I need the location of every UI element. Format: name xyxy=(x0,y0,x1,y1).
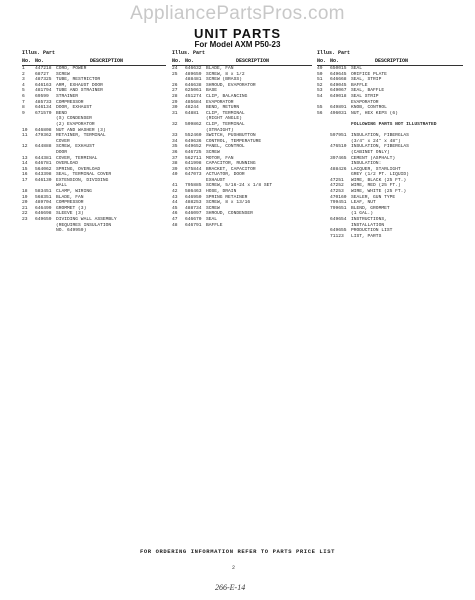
parts-row xyxy=(317,234,463,240)
part-description: SWITCH, PUSHBUTTON xyxy=(206,133,256,139)
part-description: SEAL, TERMINAL COVER xyxy=(56,172,112,178)
illus-no: 26 xyxy=(172,82,178,88)
parts-column-1 xyxy=(22,50,166,234)
part-no: 644381 xyxy=(35,155,52,161)
illus-label: Illus. Part xyxy=(172,50,206,56)
part-no: 71123 xyxy=(330,233,344,239)
part-no: 646163 xyxy=(35,82,52,88)
part-no: 552460 xyxy=(185,133,202,139)
watermark: AppliancePartsPros.com xyxy=(130,3,345,24)
part-description: GREY (1/2 PT. LIQUID) xyxy=(351,172,409,178)
illus-no: 42 xyxy=(172,189,178,195)
part-no xyxy=(35,228,56,234)
part-description: SLEEVE (3) xyxy=(56,211,84,217)
part-no: 649067 xyxy=(330,88,347,94)
illus-no: 16 xyxy=(22,172,28,178)
part-description: WIRE, WHITE (25 FT.) xyxy=(351,189,407,195)
part-no: 397465 xyxy=(330,155,347,161)
part-no: 646097 xyxy=(185,211,202,217)
part-no: 48244 xyxy=(185,105,199,111)
no-header: No. xyxy=(172,58,182,64)
part-description: GROMMET (3) xyxy=(56,205,87,211)
part-description: INSULATION, FIBERGLAS xyxy=(351,133,409,139)
part-no: 562711 xyxy=(185,155,202,161)
header-rule xyxy=(317,65,463,66)
part-description: (CABINET ONLY) xyxy=(351,149,390,155)
part-description: CORD, POWER xyxy=(56,66,87,71)
part-description: CLAMP, WIRING xyxy=(56,189,92,195)
header-rule xyxy=(22,65,166,66)
part-description: EVAPORATOR xyxy=(351,99,379,105)
parts-column-2 xyxy=(172,50,312,228)
illus-no: 24 xyxy=(172,66,178,71)
part-description: KNOB, CONTROL xyxy=(351,105,387,111)
part-no: 675844 xyxy=(185,166,202,172)
column-header xyxy=(172,50,312,66)
part-description: COVER, TERMINAL xyxy=(56,155,98,161)
part-description: SCREW, 8 x 1/2 xyxy=(206,71,245,77)
part-description: NO. 649959) xyxy=(56,228,87,234)
description-header: DESCRIPTION xyxy=(236,58,270,64)
part-description: (S) CONDENSER xyxy=(56,116,92,122)
parts-row xyxy=(22,228,166,234)
part-no: 649655 xyxy=(330,228,347,234)
illus-no: 38 xyxy=(172,161,178,167)
part-no: 641998 xyxy=(185,161,202,167)
part-no: 649045 xyxy=(330,82,347,88)
part-description: RETAINER, TERMINAL xyxy=(56,133,106,139)
part-description: ACTUATOR, DOOR xyxy=(206,172,245,178)
part-no: 646638 xyxy=(185,82,202,88)
part-description: BRACKET, CAPACITOR xyxy=(206,166,256,172)
part-description: EXTENSION, DIVIDING xyxy=(56,177,109,183)
part-description: SEALER, GUN TYPE xyxy=(351,194,396,200)
part-description: CAPACITOR, RUNNING xyxy=(206,161,256,167)
parts-row xyxy=(172,223,312,229)
part-description: INSTRUCTIONS, xyxy=(351,217,387,223)
illus-no: 31 xyxy=(172,110,178,116)
part-description: INSTALLATION xyxy=(351,222,385,228)
part-no: 509862 xyxy=(185,121,202,127)
part-no: 649891 xyxy=(330,105,347,111)
illus-label: Illus. Part xyxy=(22,50,56,56)
description-header: DESCRIPTION xyxy=(90,58,124,64)
part-no: 646808 xyxy=(35,127,52,133)
part-description: SHROUD, CONDENSER xyxy=(206,211,253,217)
part-description: CONTROL, TEMPERATURE xyxy=(206,138,262,144)
illus-no: 33 xyxy=(172,133,178,139)
part-description: SCREW xyxy=(56,71,70,77)
part-no: 481794 xyxy=(35,88,52,94)
illus-no: 4 xyxy=(22,82,25,88)
illus-no: 14 xyxy=(22,161,28,167)
illus-no: 34 xyxy=(172,138,178,144)
illus-no: 22 xyxy=(22,211,28,217)
part-no: 649654 xyxy=(330,217,347,223)
part-description: INSULATION: xyxy=(351,161,382,167)
part-description: SEAL, BAFFLE xyxy=(351,88,385,94)
part-description: EXHAUST xyxy=(206,177,226,183)
part-description: SEAL xyxy=(351,66,363,71)
page-subtitle: For Model AXM P50-23 xyxy=(194,40,281,49)
part-description: BEND xyxy=(56,110,68,116)
part-no-header: No. xyxy=(185,58,195,64)
part-no: 47252 xyxy=(330,183,344,189)
part-description: MOTOR, FAN xyxy=(206,155,234,161)
part-description: TUBE, RESTRICTOR xyxy=(56,77,101,83)
part-description: SCREW, 8 x 13/16 xyxy=(206,200,251,206)
illus-no: 36 xyxy=(172,149,178,155)
part-no: 68727 xyxy=(35,71,49,77)
part-description: WIRE, BLACK (25 FT.) xyxy=(351,177,407,183)
part-no: 488481 xyxy=(185,77,202,83)
illus-no: 6 xyxy=(22,93,25,99)
illus-no: 32 xyxy=(172,121,178,127)
part-no: 447218 xyxy=(35,66,52,71)
part-no: 646791 xyxy=(185,222,202,228)
part-description: STRAINER xyxy=(56,93,79,99)
part-description: CLIP, BALANCING xyxy=(206,93,248,99)
part-description: NUT AND WASHER (3) xyxy=(56,127,106,133)
part-description: INSULATION, FIBERGLAS xyxy=(351,144,409,150)
no-header: No. xyxy=(317,58,327,64)
illus-no: 53 xyxy=(317,88,323,94)
part-no: 47253 xyxy=(330,189,344,195)
part-description: SEAL STRIP xyxy=(351,93,379,99)
illus-no: 15 xyxy=(22,166,28,172)
description-header: DESCRIPTION xyxy=(375,58,409,64)
part-description: SCREW xyxy=(206,205,220,211)
part-description: (REQUIRES INSULATION xyxy=(56,222,112,228)
part-no: 646781 xyxy=(35,161,52,167)
illus-no: 40 xyxy=(172,172,178,178)
part-description: SEAL, STRIP xyxy=(351,77,382,83)
part-no: 649645 xyxy=(330,71,347,77)
part-description: (STRAIGHT) xyxy=(206,127,234,133)
part-no-header: No. xyxy=(330,58,340,64)
part-no: 646130 xyxy=(35,177,52,183)
part-no: 47251 xyxy=(330,177,344,183)
part-description: CLIP, TERMINAL xyxy=(206,110,245,116)
column-header xyxy=(317,50,463,66)
illus-no: 35 xyxy=(172,144,178,150)
part-no: 646950 xyxy=(185,194,202,200)
part-description: WIRE, RED (25 FT.) xyxy=(351,183,401,189)
illus-no: 48 xyxy=(172,222,178,228)
illus-no: 47 xyxy=(172,217,178,223)
part-description: SCREW (BRASS) xyxy=(206,77,242,83)
part-description: BLEND, GROMMET xyxy=(351,205,390,211)
part-no: 583451 xyxy=(35,189,52,195)
part-no: 568351 xyxy=(35,194,52,200)
part-no: 489704 xyxy=(35,200,52,206)
part-no: 476510 xyxy=(330,144,347,150)
part-description: BASE xyxy=(206,88,218,94)
illus-label: Illus. Part xyxy=(317,50,351,56)
illus-no: 54 xyxy=(317,93,323,99)
part-description: OVERLOAD xyxy=(56,161,79,167)
illus-no: 2 xyxy=(22,71,25,77)
illus-no: 46 xyxy=(172,211,178,217)
part-description: NUT, HEX KEPS (6) xyxy=(351,110,398,116)
illus-no: 18 xyxy=(22,189,28,195)
part-description: TUBE AND STRAINER xyxy=(56,88,103,94)
part-no: 799451 xyxy=(330,200,347,206)
illus-no: 28 xyxy=(172,93,178,99)
illus-no: 13 xyxy=(22,155,28,161)
part-description: (2) EVAPORATOR xyxy=(56,121,95,127)
parts-rows xyxy=(172,66,312,228)
part-no: 649018 xyxy=(330,93,347,99)
part-no: 646499 xyxy=(35,205,52,211)
part-no: 649659 xyxy=(35,217,52,223)
part-no: 488253 xyxy=(185,200,202,206)
part-description: DOOR xyxy=(56,149,68,155)
part-description: ORIFICE PLATE xyxy=(351,71,387,77)
illus-no: 7 xyxy=(22,99,25,105)
part-description: BAFFLE xyxy=(351,82,368,88)
illus-no: 27 xyxy=(172,88,178,94)
illus-no: 9 xyxy=(22,110,25,116)
part-description: SCREW, EXHAUST xyxy=(56,144,95,150)
part-no: 646670 xyxy=(185,217,202,223)
part-description: COVER xyxy=(56,138,70,144)
illus-no xyxy=(317,234,330,240)
part-description: SEAL xyxy=(206,217,218,223)
part-no: 643398 xyxy=(35,172,52,178)
part-description: HOSE, DRAIN xyxy=(206,189,237,195)
part-no: 479362 xyxy=(35,133,52,139)
part-no: 795885 xyxy=(185,183,202,189)
part-description: SCREW, 5/16-24 x 1/8 SET xyxy=(206,183,273,189)
illus-no xyxy=(22,228,35,234)
part-description: DIVIDING WALL ASSEMBLY xyxy=(56,217,117,223)
part-no: 451274 xyxy=(185,93,202,99)
part-no: 564062 xyxy=(35,166,52,172)
illus-no: 1 xyxy=(22,66,25,71)
part-description: DOOR, EXHAUST xyxy=(56,105,92,111)
part-description: PANEL, CONTROL xyxy=(206,144,245,150)
illus-no: 25 xyxy=(172,71,178,77)
part-description: BAFFLE xyxy=(206,222,223,228)
part-no: 644888 xyxy=(35,144,52,150)
part-no: 671570 xyxy=(35,110,52,116)
part-no: 646134 xyxy=(35,105,52,111)
part-no: 650015 xyxy=(330,66,347,71)
no-header: No. xyxy=(22,58,32,64)
illus-no: 12 xyxy=(22,144,28,150)
illus-no: 45 xyxy=(172,205,178,211)
part-description: BLADE, FAN xyxy=(206,66,234,71)
page-title: UNIT PARTS xyxy=(193,26,282,41)
part-description: FOLLOWING PARTS NOT ILLUSTRATED xyxy=(351,121,437,127)
part-description: BLADE, FAN xyxy=(56,194,84,200)
header-rule xyxy=(172,65,312,66)
part-no-header: No. xyxy=(35,58,45,64)
illus-no: 49 xyxy=(317,66,323,71)
part-description: EVAPORATOR xyxy=(206,99,234,105)
illus-no: 8 xyxy=(22,105,25,111)
illus-no: 11 xyxy=(22,133,28,139)
illus-no: 39 xyxy=(172,166,178,172)
illus-no: 23 xyxy=(22,217,28,223)
part-no: 488426 xyxy=(330,166,347,172)
part-description: (1 GAL.) xyxy=(351,211,374,217)
illus-no: 55 xyxy=(317,105,323,111)
part-no: 646698 xyxy=(35,211,52,217)
illus-no: 3 xyxy=(22,77,25,83)
part-no: 646632 xyxy=(185,66,202,71)
part-no: 64881 xyxy=(185,110,199,116)
part-no: 649636 xyxy=(185,138,202,144)
part-no: 597951 xyxy=(330,133,347,139)
illus-no: 56 xyxy=(317,110,323,116)
illus-no: 41 xyxy=(172,183,178,189)
part-description: BEND, RETURN xyxy=(206,105,240,111)
illus-no: 29 xyxy=(172,99,178,105)
part-description: COMPRESSOR xyxy=(56,99,84,105)
part-description: COMPRESSOR xyxy=(56,200,84,206)
part-description: LIST, PARTS xyxy=(351,233,382,239)
illus-no: 5 xyxy=(22,88,25,94)
illus-no: 43 xyxy=(172,194,178,200)
part-description: (RIGHT ANGLE) xyxy=(206,116,242,122)
parts-rows xyxy=(317,66,463,239)
part-no: 487325 xyxy=(35,77,52,83)
illus-no: 37 xyxy=(172,155,178,161)
illus-no: 50 xyxy=(317,71,323,77)
illus-no: 17 xyxy=(22,177,28,183)
illus-no: 10 xyxy=(22,127,28,133)
column-header xyxy=(22,50,166,66)
part-no: 496031 xyxy=(330,110,347,116)
part-description: PRODUCTION LIST xyxy=(351,228,393,234)
part-description: (3/4" x 24" x 48") xyxy=(351,138,401,144)
part-no: 470160 xyxy=(330,194,347,200)
part-description: LACQUER, STARLIGHT xyxy=(351,166,401,172)
parts-rows xyxy=(22,66,166,234)
illus-no: 52 xyxy=(317,82,323,88)
ordering-footer: FOR ORDERING INFORMATION REFER TO PARTS PRICE LIST xyxy=(139,548,336,555)
part-description: CEMENT (ASPHALT) xyxy=(351,155,396,161)
part-no: 586463 xyxy=(185,189,202,195)
part-no: 625061 xyxy=(185,88,202,94)
illus-no: 21 xyxy=(22,205,28,211)
part-no: 799651 xyxy=(330,205,347,211)
part-description: SHROUD, EVAPORATOR xyxy=(206,82,256,88)
illus-no: 44 xyxy=(172,200,178,206)
page-mark: 2 xyxy=(232,565,236,571)
part-description: LEAF, NUT xyxy=(351,200,376,206)
part-no: 485733 xyxy=(35,99,52,105)
part-no: 485684 xyxy=(185,99,202,105)
part-no: 646725 xyxy=(185,149,202,155)
part-no: 69599 xyxy=(35,93,49,99)
part-description: WALL xyxy=(56,183,68,189)
part-no: 649652 xyxy=(185,144,202,150)
part-description: SPRING, OVERLOAD xyxy=(56,166,101,172)
illus-no: 19 xyxy=(22,194,28,200)
illus-no: 51 xyxy=(317,77,323,83)
part-no: 489659 xyxy=(185,71,202,77)
part-description: SPRING RETAINER xyxy=(206,194,248,200)
illus-no: 30 xyxy=(172,105,178,111)
part-description: ARM, EXHAUST DOOR xyxy=(56,82,103,88)
illus-no: 20 xyxy=(22,200,28,206)
part-no: 488734 xyxy=(185,205,202,211)
parts-column-3 xyxy=(317,50,463,239)
part-no: 646668 xyxy=(330,77,347,83)
part-description: CLIP, TERMINAL xyxy=(206,121,245,127)
part-no: 647073 xyxy=(185,172,202,178)
part-description: SCREW xyxy=(206,149,220,155)
handwritten-stamp: 266-E-14 xyxy=(215,583,246,592)
